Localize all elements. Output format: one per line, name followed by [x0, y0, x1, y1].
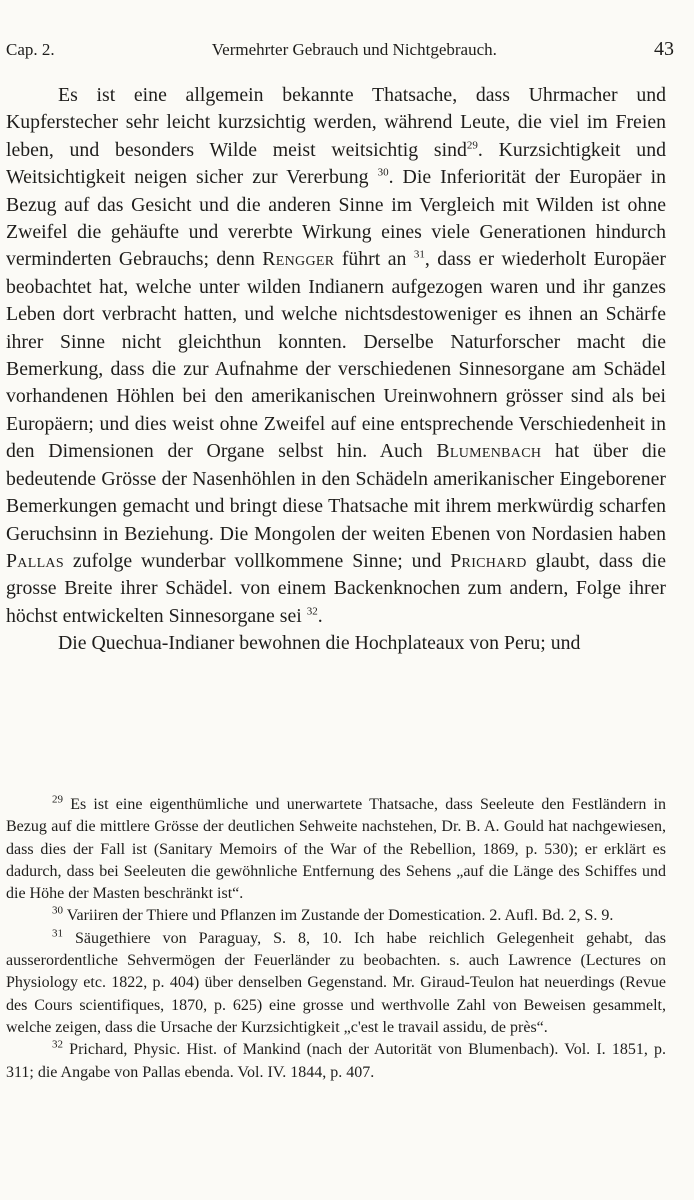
footnote-ref-31: 31: [413, 248, 425, 261]
text-run: . Kurzsichtigkeit und Weitsichtigkeit neigen sicher zur Vererbung: [6, 138, 666, 189]
page-number: 43: [654, 38, 674, 60]
chapter-label: Cap. 2.: [6, 40, 55, 59]
text-run: führt an: [341, 248, 407, 271]
footnote-32: [6, 1039, 666, 1084]
name-pallas: Pallas: [6, 549, 64, 572]
footnote-text: Säugethiere von Paraguay, S. 8, 10. Ich habe reichlich Gelegenheit gehabt, das ausserordentliche Sehvermögen der Feuerländer zu beobachten. s. auch Lawrence (Lectures on Physiology etc. 1822, p. 404) über denselben Gegenstand. Mr. Giraud-Teulon hat neuerdings (Revue des Cours scientifiques, 1870, p. 625) eine grosse und werthvolle Zahl von Beweisen gesammelt, welche zeigen, dass die Ursache der Kurzsichtigkeit „c'est le travail assidu, de près“.: [6, 929, 667, 1036]
footnote-text: Prichard, Physic. Hist. of Mankind (nach der Autorität von Blumenbach). Vol. I. 1851, p. 311; die Angabe von Pallas ebenda. Vol. IV. 1844, p. 407.: [6, 1041, 666, 1081]
footnotes: [6, 794, 666, 1084]
footnote-mark: 29: [52, 793, 63, 806]
footnote-ref-32: 32: [306, 605, 318, 618]
footnote-mark: 32: [52, 1038, 63, 1051]
text-run: glaubt, dass die grosse Breite ihrer Schädel. von einem Backenknochen zum andern, Folge ihrer höchst entwickelten Sinnesorgane sei: [6, 549, 667, 627]
footnote-30: [6, 905, 666, 927]
name-blumenbach: Blumenbach: [436, 440, 542, 463]
footnote-mark: 31: [52, 927, 63, 940]
paragraph-2: Die Quechua-Indianer bewohnen die Hochplateaux von Peru; und: [58, 632, 581, 655]
name-prichard: Prichard: [450, 549, 527, 572]
text-run: hat über die bedeutende Grösse der Nasenhöhlen in den Schädeln amerikanischer Eingeborener Bemerkungen gemacht und bringt diese Thatsache mit ihrem merkwürdig scharfen Geruchsinn in Beziehung. Die Mongolen der weiten Ebenen von Nordasien haben: [6, 440, 666, 545]
footnote-29: [6, 794, 666, 905]
text-run: . Die Inferiorität der Europäer in Bezug auf das Gesicht und die anderen Sinne im Vergleich mit Wilden ist ohne Zweifel die gehäufte und vererbte Wirkung eines viele Generationen hindurch verminderten Gebrauchs; denn: [6, 166, 666, 271]
running-title: Vermehrter Gebrauch und Nichtgebrauch.: [211, 40, 497, 59]
footnote-text: Variiren der Thiere und Pflanzen im Zustande der Domestication. 2. Aufl. Bd. 2, S. 9.: [66, 907, 614, 925]
footnote-mark: 30: [52, 905, 63, 918]
page-header: [6, 38, 674, 61]
text-run: .: [317, 604, 323, 627]
footnote-text: Es ist eine eigenthümliche und unerwartete Thatsache, dass Seeleute den Festländern in Bezug auf die mittlere Grösse der deutlichen Sehweite nachstehen, Dr. B. A. Gould hat nachgewiesen, dass dies der Fall ist (Sanitary Memoirs of the War of the Rebellion, 1869, p. 530); er erklärt es dadurch, dass bei Seeleuten die gewöhnliche Entfernung des Sehens „auf die Länge des Schiffes und die Höhe der Masten beschränkt ist“.: [6, 796, 666, 903]
footnote-ref-29: 29: [466, 139, 478, 152]
main-text: [6, 82, 666, 658]
footnote-31: [6, 928, 666, 1039]
paragraph-1: [6, 82, 666, 630]
text-run: , dass er wiederholt Europäer beobachtet hat, welche unter wilden Indianern aufgezogen waren und ihr ganzes Leben dort verbracht hatten, und welche nichtsdestoweniger es ihnen an Schärfe ihrer Sinne nicht gleichthun konnten. Derselbe Naturforscher macht die Bemerkung, dass die zur Aufnahme der verschiedenen Sinnesorgane am Schädel vorhandenen Höhlen bei den amerikanischen Ureinwohnern grösser sind als bei Europäern; und dies weist ohne Zweifel auf eine entsprechende Verschiedenheit in den Dimensionen der Organe selbst hin. Auch: [6, 248, 666, 463]
text-run: zufolge wunderbar vollkommene Sinne; und: [72, 549, 442, 572]
text-run: Es ist eine allgemein bekannte Thatsache, dass Uhrmacher und Kupferstecher sehr leicht kurzsichtig werden, während Leute, die viel im Freien leben, und besonders Wilde meist weitsichtig sind: [6, 84, 666, 161]
name-rengger: Rengger: [262, 248, 335, 271]
footnote-ref-30: 30: [377, 166, 389, 179]
